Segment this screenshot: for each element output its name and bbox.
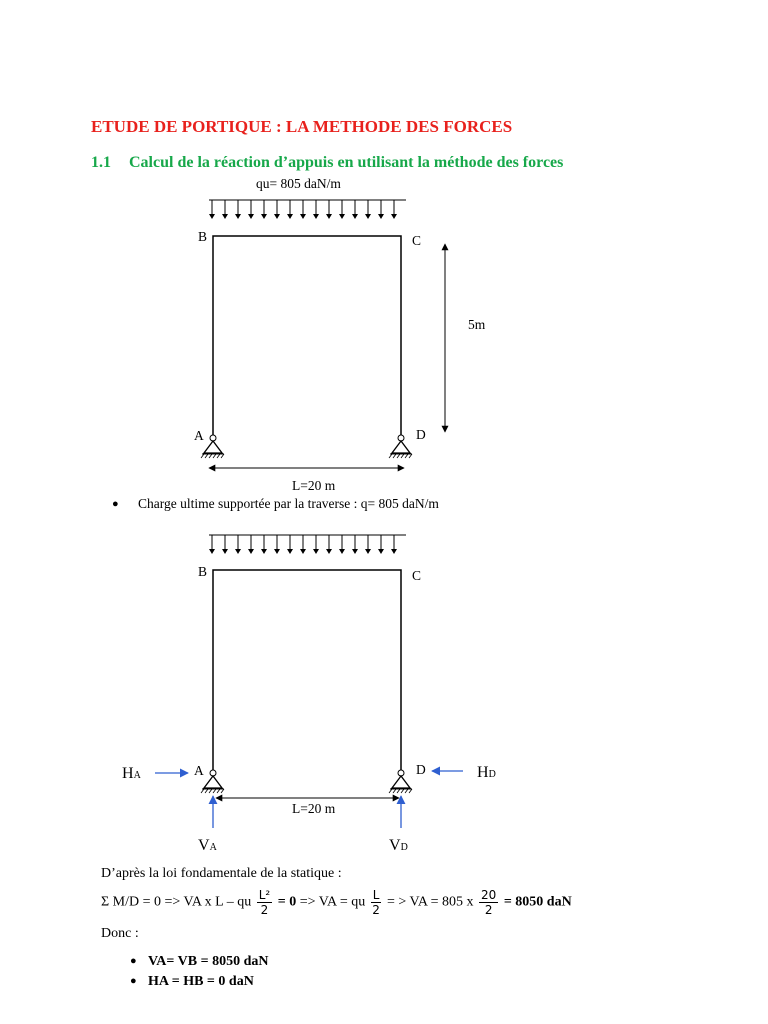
reaction-ha-label: HA: [122, 765, 141, 782]
equation-line: [101, 888, 572, 917]
equation-result: = 8050 daN: [503, 894, 572, 910]
distributed-load-2: [209, 535, 406, 554]
span-label-2: L=20 m: [292, 801, 336, 816]
result-item: [130, 954, 268, 970]
pin-support-d-2: [389, 770, 412, 793]
figure-2: [122, 535, 496, 854]
node-a-label: A: [194, 428, 204, 443]
bullet-load-text: Charge ultime supportée par la traverse : q= 805 daN/m: [138, 496, 439, 511]
pin-support-a: [201, 435, 224, 458]
node-b-label-2: B: [198, 564, 208, 579]
equation-part-3: => VA = qu: [299, 894, 366, 910]
node-b-label: B: [198, 229, 208, 244]
statics-intro: D’après la loi fondamentale de la statique :: [101, 866, 342, 881]
portal-frame: [213, 236, 401, 437]
figure-1: [194, 176, 486, 493]
section-text: Calcul de la réaction d’appuis en utilisant la méthode des forces: [129, 154, 564, 171]
node-d-label-2: D: [416, 762, 426, 777]
result-text: VA= VB = 8050 daN: [148, 954, 269, 969]
equation-part-4: = > VA = 805 x: [386, 894, 474, 910]
node-a-label-2: A: [194, 763, 204, 778]
node-c-label-2: C: [412, 568, 422, 583]
result-item: [130, 974, 254, 990]
equation-part-2: = 0: [277, 894, 297, 910]
height-label: 5m: [468, 317, 486, 332]
fraction-20-over-2: $\frac{20}{2}$: [481, 888, 497, 917]
equation-part-1: Σ M/D = 0 => VA x L – qu: [101, 894, 252, 910]
pin-support-a-2: [201, 770, 224, 793]
distributed-load: [209, 200, 406, 219]
fraction-l2-over-2: $\frac{\text{L²}}{2}$: [258, 888, 271, 917]
pin-support-d: [389, 435, 412, 458]
node-c-label: C: [412, 233, 422, 248]
bullet-marker: ●: [112, 498, 119, 510]
page-title: ETUDE DE PORTIQUE : LA METHODE DES FORCES: [91, 117, 513, 136]
bullet-load: [112, 496, 439, 512]
node-d-label: D: [416, 427, 426, 442]
bullet-marker: ●: [130, 975, 137, 987]
fraction-l-over-2: $\frac{L}{2}$: [372, 888, 380, 917]
donc-label: Donc :: [101, 926, 139, 941]
load-label: qu= 805 daN/m: [256, 176, 341, 191]
result-text: HA = HB = 0 daN: [148, 974, 254, 989]
section-number: 1.1: [91, 154, 111, 171]
span-label: L=20 m: [292, 478, 336, 493]
reaction-vd-label: VD: [389, 837, 408, 854]
bullet-marker: ●: [130, 955, 137, 967]
reaction-hd-label: HD: [477, 764, 496, 781]
portal-frame-2: [213, 570, 401, 772]
reaction-va-label: VA: [198, 837, 217, 854]
